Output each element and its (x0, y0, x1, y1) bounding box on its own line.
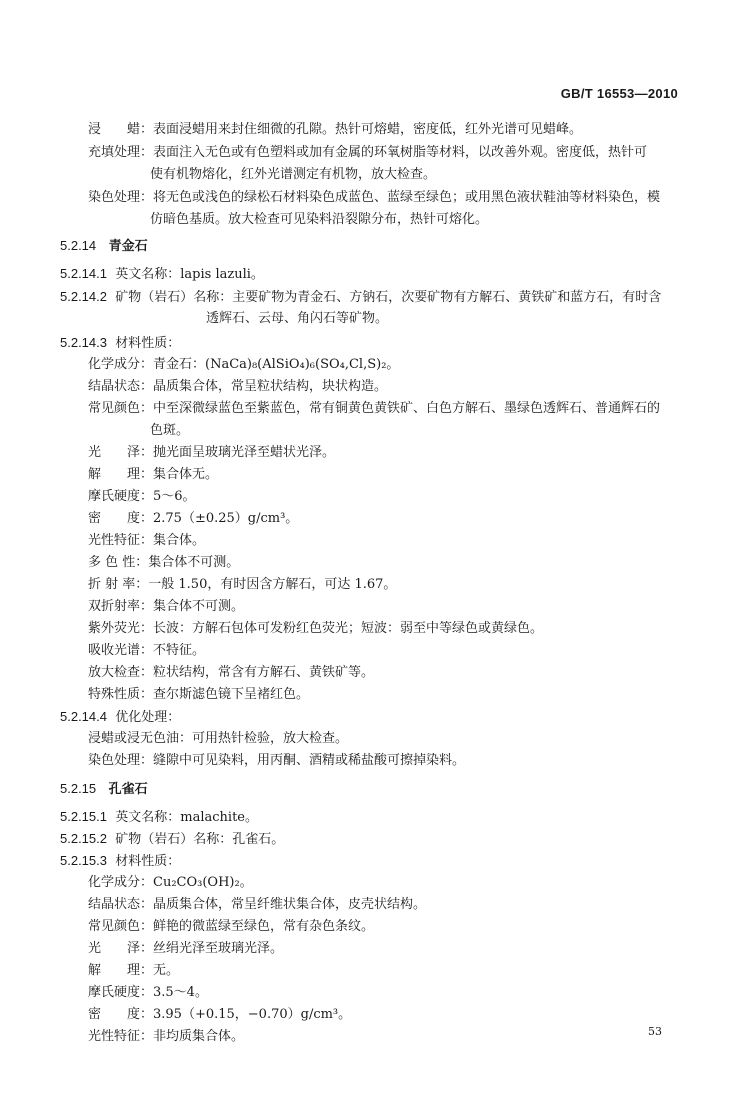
subsection-number: 5.2.14.2 (60, 289, 107, 304)
section-title: 孔雀石 (108, 782, 148, 797)
subsection (60, 707, 180, 727)
property-line: 常见颜色：中至深微绿蓝色至紫蓝色，常有铜黄色黄铁矿、白色方解石、墨绿色透辉石、普通辉石的 (88, 401, 661, 416)
subsection-text: 材料性质： (115, 336, 181, 351)
subsection-text: 优化处理： (115, 710, 181, 725)
subsection-text: 英文名称：malachite。 (115, 810, 258, 825)
property-line: 解 理：无。 (88, 963, 180, 978)
property-line: 色斑。 (150, 423, 190, 438)
subsection (60, 829, 284, 849)
property-line: 放大检查：粒状结构，常含有方解石、黄铁矿等。 (88, 665, 375, 680)
property-chemistry: 化学成分：青金石：(NaCa)₈(AlSiO₄)₆(SO₄,Cl,S)₂。 (88, 357, 400, 372)
section-title: 青金石 (108, 239, 148, 254)
section-heading (60, 236, 148, 256)
treatment-line: 染色处理：将无色或浅色的绿松石材料染色成蓝色、蓝绿至绿色；或用黑色液状鞋油等材料染色，模 (88, 190, 661, 205)
property-line: 光性特征：非均质集合体。 (88, 1029, 245, 1044)
section-number: 5.2.15 (60, 781, 97, 796)
property-line: 特殊性质：查尔斯滤色镜下呈褚红色。 (88, 687, 310, 702)
property-line: 常见颜色：鲜艳的微蓝绿至绿色，常有杂色条纹。 (88, 919, 375, 934)
subsection-text: 材料性质： (115, 854, 181, 869)
subsection (60, 264, 264, 284)
subsection (60, 851, 180, 871)
property-line: 紫外荧光：长波：方解石包体可发粉红色荧光；短波：弱至中等绿色或黄绿色。 (88, 621, 544, 636)
standard-header: GB/T 16553—2010 (560, 86, 678, 101)
property-line: 密 度：3.95（+0.15，−0.70）g/cm³。 (88, 1007, 352, 1022)
subsection-number: 5.2.14.1 (60, 266, 107, 281)
treatment-line: 浸 蜡：表面浸蜡用来封住细微的孔隙。热针可熔蜡，密度低，红外光谱可见蜡峰。 (88, 122, 583, 137)
subsection (60, 333, 180, 353)
subsection-number: 5.2.14.4 (60, 709, 107, 724)
treatment-line: 浸蜡或浸无色油：可用热针检验，放大检查。 (88, 731, 349, 746)
treatment-line: 染色处理：缝隙中可见染料，用丙酮、酒精或稀盐酸可擦掉染料。 (88, 753, 466, 768)
property-chemistry: 化学成分：Cu₂CO₃(OH)₂。 (88, 875, 253, 890)
section-heading (60, 779, 148, 799)
subsection-text: 矿物（岩石）名称：孔雀石。 (115, 832, 285, 847)
property-line: 折 射 率：一般 1.50，有时因含方解石，可达 1.67。 (88, 577, 397, 592)
subsection-number: 5.2.15.3 (60, 853, 107, 868)
subsection (60, 287, 661, 307)
subsection-continued: 透辉石、云母、角闪石等矿物。 (206, 311, 389, 326)
property-line: 双折射率：集合体不可测。 (88, 599, 245, 614)
section-number: 5.2.14 (60, 238, 97, 253)
page-number: 53 (648, 1025, 662, 1038)
property-line: 光 泽：抛光面呈玻璃光泽至蜡状光泽。 (88, 445, 336, 460)
subsection-number: 5.2.14.3 (60, 335, 107, 350)
property-line: 结晶状态：晶质集合体，常呈纤维状集合体，皮壳状结构。 (88, 897, 427, 912)
property-line: 光性特征：集合体。 (88, 533, 206, 548)
treatment-line: 仿暗色基质。放大检查可见染料沿裂隙分布，热针可熔化。 (150, 212, 489, 227)
treatment-line: 使有机物熔化，红外光谱测定有机物，放大检查。 (150, 167, 437, 182)
treatment-line: 充填处理：表面注入无色或有色塑料或加有金属的环氧树脂等材料，以改善外观。密度低，热针可 (88, 145, 648, 160)
property-line: 吸收光谱：不特征。 (88, 643, 206, 658)
property-line: 多 色 性：集合体不可测。 (88, 555, 240, 570)
property-line: 光 泽：丝绢光泽至玻璃光泽。 (88, 941, 284, 956)
subsection-text: 英文名称：lapis lazuli。 (115, 267, 264, 282)
subsection (60, 807, 258, 827)
property-line: 摩氏硬度：3.5～4。 (88, 985, 208, 1000)
property-line: 密 度：2.75（±0.25）g/cm³。 (88, 511, 299, 526)
property-line: 解 理：集合体无。 (88, 467, 219, 482)
property-line: 摩氏硬度：5～6。 (88, 489, 196, 504)
subsection-number: 5.2.15.1 (60, 809, 107, 824)
subsection-number: 5.2.15.2 (60, 831, 107, 846)
subsection-text: 矿物（岩石）名称：主要矿物为青金石、方钠石，次要矿物有方解石、黄铁矿和蓝方石，有时含 (115, 290, 662, 305)
property-line: 结晶状态：晶质集合体，常呈粒状结构，块状构造。 (88, 379, 388, 394)
